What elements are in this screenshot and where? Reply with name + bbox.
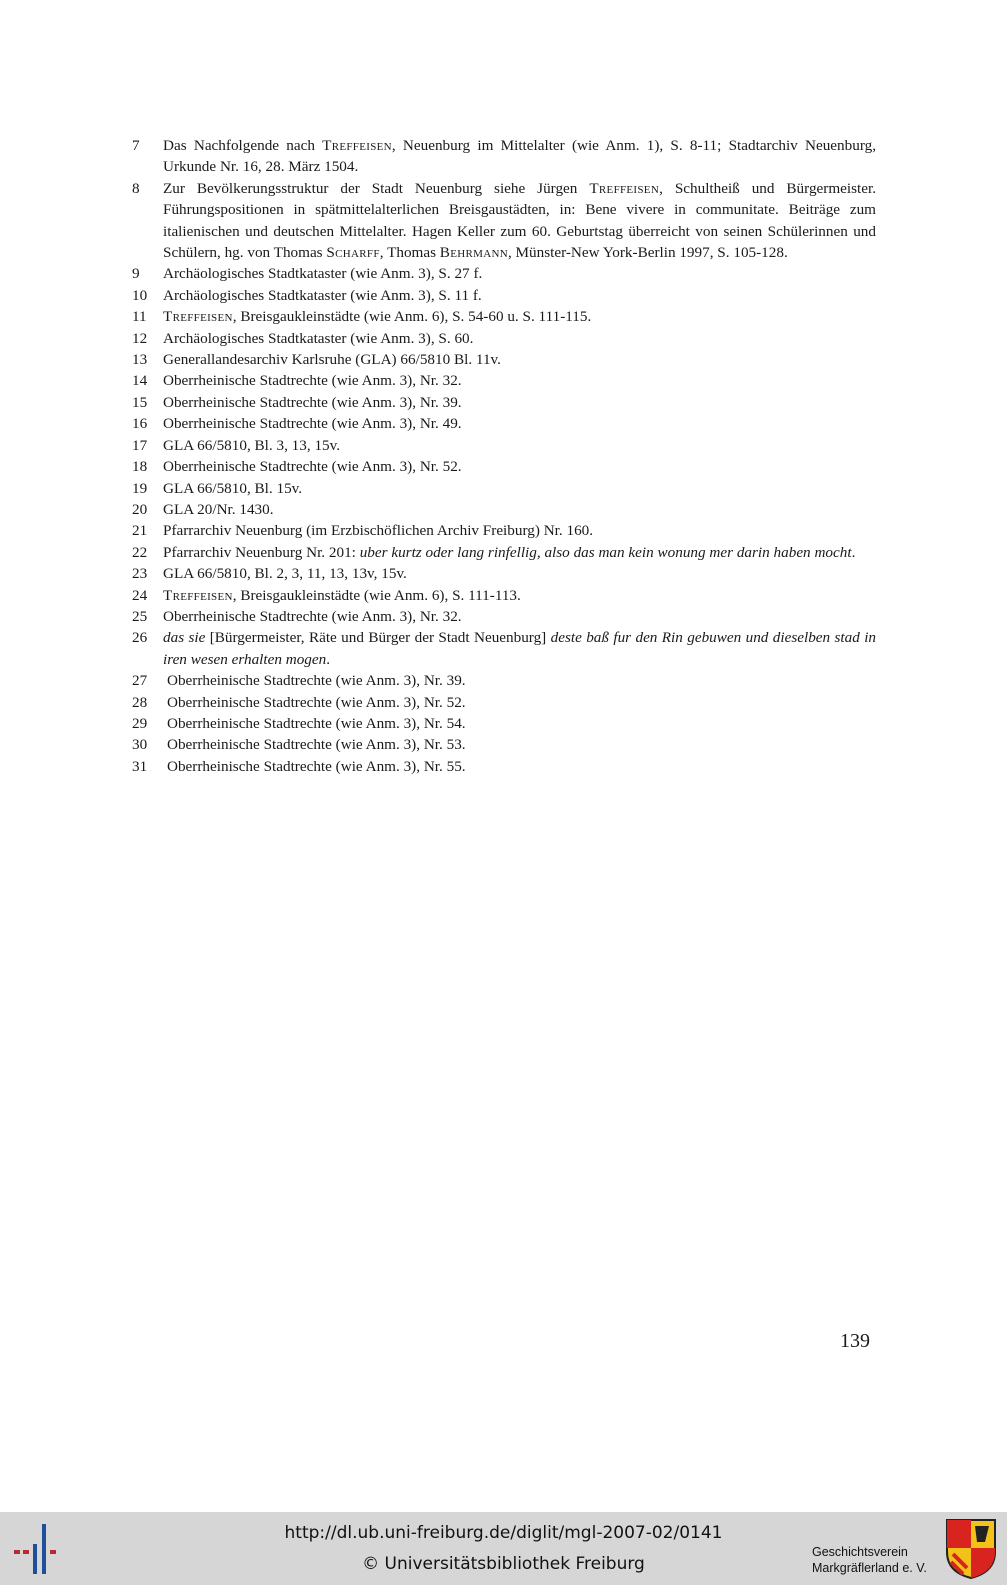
footnote-text: [163, 370, 876, 391]
footnote-number: 10: [132, 286, 148, 304]
text-segment: Oberrheinische Stadtrechte (wie Anm. 3), Nr. 32.: [163, 372, 462, 390]
footnote-9: [132, 263, 876, 284]
text-segment: , Münster-New York-Berlin 1997, S. 105-128.: [507, 244, 788, 262]
text-segment: , Breisgaukleinstädte (wie Anm. 6), S. 54-60 u. S. 111-115.: [232, 308, 592, 326]
coat-of-arms-icon: [945, 1518, 997, 1580]
footnote-13: [132, 349, 876, 370]
footnote-22: [132, 542, 876, 563]
footnote-number: 25: [132, 607, 148, 625]
footnote-text: [163, 627, 876, 670]
footnote-number: 13: [132, 351, 148, 369]
footnote-number: 26: [132, 629, 148, 647]
footnote-number: 18: [132, 458, 148, 476]
footnote-25: [132, 606, 876, 627]
footnote-18: [132, 456, 876, 477]
footnote-text: [163, 285, 876, 306]
footnote-text: [163, 392, 876, 413]
author-name: Treffeisen: [589, 179, 660, 197]
text-segment: Oberrheinische Stadtrechte (wie Anm. 3), Nr. 32.: [163, 607, 462, 625]
footnote-text: [163, 435, 876, 456]
author-name: Treffeisen: [163, 586, 233, 604]
document-url-link[interactable]: http://dl.ub.uni-freiburg.de/diglit/mgl-2007-02/0141: [284, 1523, 723, 1543]
footnote-text: [167, 692, 876, 713]
text-segment: Pfarrarchiv Neuenburg Nr. 201:: [163, 543, 360, 561]
footnote-23: [132, 563, 876, 584]
text-segment: Oberrheinische Stadtrechte (wie Anm. 3), Nr. 52.: [167, 693, 466, 711]
text-segment: Oberrheinische Stadtrechte (wie Anm. 3), Nr. 52.: [163, 458, 462, 476]
footnote-text: [167, 756, 876, 777]
text-segment: Archäologisches Stadtkataster (wie Anm. 3), S. 27 f.: [163, 265, 483, 283]
society-name-line2: Markgräflerland e. V.: [812, 1561, 927, 1575]
text-segment: Archäologisches Stadtkataster (wie Anm. 3), S. 11 f.: [163, 286, 482, 304]
footnote-number: 16: [132, 415, 148, 433]
text-segment: Oberrheinische Stadtrechte (wie Anm. 3), Nr. 49.: [163, 415, 462, 433]
footnote-text: [163, 263, 876, 284]
footnote-text: [167, 713, 876, 734]
text-segment: .: [851, 543, 856, 561]
footnote-text: [167, 734, 876, 755]
footnote-text: [167, 670, 876, 691]
footnote-number: 21: [132, 522, 148, 540]
footnote-number: 23: [132, 565, 148, 583]
footnote-number: 15: [132, 393, 148, 411]
footnote-number: 24: [132, 586, 148, 604]
footnote-text: [163, 585, 876, 606]
society-name: [812, 1544, 927, 1576]
society-name-line1: Geschichtsverein: [812, 1545, 908, 1559]
quoted-text: deste baß fur den Rin gebuwen und dieselben stad in iren wesen erhalten mogen: [163, 629, 877, 668]
quoted-text: das sie: [163, 629, 206, 647]
footnote-text: [163, 349, 876, 370]
footnote-number: 11: [132, 308, 147, 326]
footnote-7: [132, 135, 876, 178]
footnote-text: [163, 520, 876, 541]
footnote-number: 28: [132, 693, 148, 711]
footnote-text: [163, 542, 876, 563]
author-name: Treffeisen: [322, 137, 392, 154]
quoted-text: uber kurtz oder lang rinfellig, also das man kein wonung mer darin haben mocht: [359, 543, 852, 561]
footnote-number: 8: [132, 179, 140, 197]
footnote-27: [132, 670, 876, 691]
text-segment: GLA 66/5810, Bl. 2, 3, 11, 13, 13v, 15v.: [163, 565, 407, 583]
footnote-text: [163, 499, 876, 520]
text-segment: GLA 66/5810, Bl. 3, 13, 15v.: [163, 436, 341, 454]
footnote-number: 9: [132, 265, 140, 283]
footnote-10: [132, 285, 876, 306]
text-segment: Oberrheinische Stadtrechte (wie Anm. 3), Nr. 39.: [167, 672, 466, 690]
footnote-text: [163, 478, 876, 499]
text-segment: Archäologisches Stadtkataster (wie Anm. 3), S. 60.: [163, 329, 474, 347]
text-segment: Oberrheinische Stadtrechte (wie Anm. 3), Nr. 55.: [167, 757, 466, 775]
text-segment: [Bürgermeister, Räte und Bürger der Stadt Neuenburg]: [205, 629, 551, 647]
footnote-number: 12: [132, 329, 148, 347]
footnote-number: 22: [132, 543, 148, 561]
footnote-number: 31: [132, 757, 148, 775]
footnote-text: [163, 328, 876, 349]
footnote-number: 19: [132, 479, 148, 497]
text-segment: Oberrheinische Stadtrechte (wie Anm. 3), Nr. 54.: [167, 714, 466, 732]
footnote-text: [163, 306, 876, 327]
footnote-17: [132, 435, 876, 456]
footnote-14: [132, 370, 876, 391]
footnote-number: 7: [132, 137, 140, 154]
footnote-28: [132, 692, 876, 713]
footnote-text: [163, 178, 876, 264]
footnote-20: [132, 499, 876, 520]
footnote-text: [163, 413, 876, 434]
footnote-text: [163, 456, 876, 477]
author-name: Behrmann: [439, 244, 508, 262]
footnote-number: 29: [132, 714, 148, 732]
footnote-number: 14: [132, 372, 148, 390]
text-segment: GLA 66/5810, Bl. 15v.: [163, 479, 303, 497]
copyright-text: © Universitätsbibliothek Freiburg: [362, 1554, 645, 1574]
footnotes-list: [132, 135, 876, 777]
text-segment: , Schultheiß und Bürgermeister. Führungspositionen in spätmittelalterlichen Breisgaustädten, in: Bene vivere in communitate. Beiträge zum italienischen und deutschen Mittelalter. Hagen Keller zum 60. Geburtstag überreicht von seinen Schülerinnen und Schülern, hg. von Thomas: [163, 179, 876, 262]
author-name: Treffeisen: [163, 308, 233, 326]
text-segment: .: [326, 650, 331, 668]
footnote-number: 27: [132, 672, 148, 690]
text-segment: , Thomas: [379, 244, 440, 262]
text-segment: , Breisgaukleinstädte (wie Anm. 6), S. 111-113.: [232, 586, 521, 604]
footnote-24: [132, 585, 876, 606]
footnote-8: [132, 178, 876, 264]
footnote-text: [163, 606, 876, 627]
text-segment: Pfarrarchiv Neuenburg (im Erzbischöflichen Archiv Freiburg) Nr. 160.: [163, 522, 594, 540]
page-number: 139: [840, 1330, 870, 1352]
footnote-text: [163, 135, 876, 178]
footnote-21: [132, 520, 876, 541]
footnote-number: 17: [132, 436, 148, 454]
footnote-16: [132, 413, 876, 434]
text-segment: Oberrheinische Stadtrechte (wie Anm. 3), Nr. 53.: [167, 736, 466, 754]
text-segment: , Neuenburg im Mittelalter (wie Anm. 1), S. 8-11; Stadtarchiv Neuenburg, Urkunde Nr. 16, 28. März 1504.: [163, 137, 876, 176]
footnote-30: [132, 734, 876, 755]
footnote-15: [132, 392, 876, 413]
viewer-footer: [0, 1512, 1007, 1585]
text-segment: GLA 20/Nr. 1430.: [163, 500, 274, 518]
footnote-text: [163, 563, 876, 584]
footnote-31: [132, 756, 876, 777]
text-segment: Generallandesarchiv Karlsruhe (GLA) 66/5810 Bl. 11v.: [163, 351, 501, 369]
footnote-number: 30: [132, 736, 148, 754]
footnote-11: [132, 306, 876, 327]
footnote-29: [132, 713, 876, 734]
footnote-12: [132, 328, 876, 349]
text-segment: Zur Bevölkerungsstruktur der Stadt Neuenburg siehe Jürgen: [163, 179, 590, 197]
author-name: Scharff: [326, 244, 380, 262]
text-segment: Das Nachfolgende nach: [163, 137, 323, 154]
footnote-number: 20: [132, 500, 148, 518]
footnote-19: [132, 478, 876, 499]
text-segment: Oberrheinische Stadtrechte (wie Anm. 3), Nr. 39.: [163, 393, 462, 411]
footnote-26: [132, 627, 876, 670]
